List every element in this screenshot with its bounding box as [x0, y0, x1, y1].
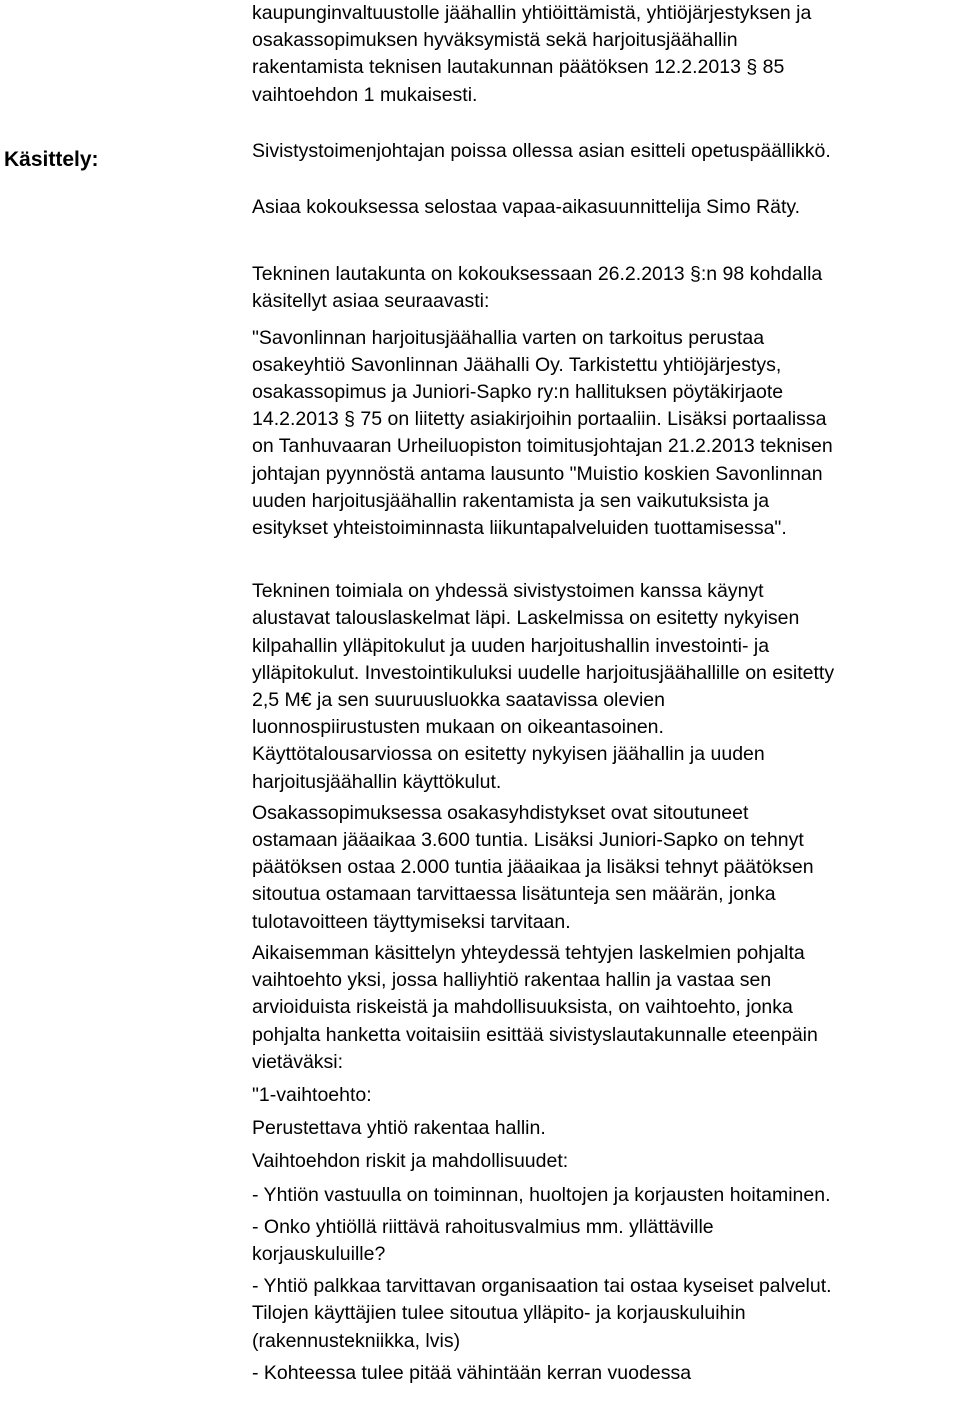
text-line: uuden harjoitusjäähallin rakentamista ja sen vaikutuksista ja	[252, 489, 770, 512]
text-line: 14.2.2013 § 75 on liitetty asiakirjoihin portaaliin. Lisäksi portaalissa	[252, 408, 827, 431]
text-line: pohjalta hanketta voitaisiin esittää sivistyslautakunnalle eteenpäin	[252, 1023, 818, 1046]
text-line: - Yhtiö palkkaa tarvittavan organisaation tai ostaa kyseiset palvelut.	[252, 1275, 832, 1298]
text-line: alustavat talouslaskelmat läpi. Laskelmissa on esitetty nykyisen	[252, 607, 800, 630]
text-line: Aikaisemman käsittelyn yhteydessä tehtyjen laskelmien pohjalta	[252, 941, 805, 964]
text-line: osakassopimuksen hyväksymistä sekä harjoitusjäähallin	[252, 29, 738, 52]
text-line: käsitellyt asiaa seuraavasti:	[252, 290, 490, 313]
text-line: korjauskuluille?	[252, 1242, 386, 1265]
text-line: Tekninen toimiala on yhdessä sivistystoimen kanssa käynyt	[252, 580, 764, 603]
text-line: vietäväksi:	[252, 1050, 344, 1073]
text-line: arvioiduista riskeistä ja mahdollisuuksista, on vaihtoehto, jonka	[252, 996, 793, 1019]
text-line: Tekninen lautakunta on kokouksessaan 26.2.2013 §:n 98 kohdalla	[252, 263, 823, 286]
text-line: - Kohteessa tulee pitää vähintään kerran vuodessa	[252, 1361, 692, 1384]
text-line: Asiaa kokouksessa selostaa vapaa-aikasuunnittelija Simo Räty.	[252, 196, 801, 219]
text-line: sitoutua ostamaan tarvittaessa lisätunteja sen määrän, jonka	[252, 883, 776, 906]
text-line: osakassopimus ja Juniori-Sapko ry:n hallituksen pöytäkirjaote	[252, 381, 784, 404]
text-line: - Onko yhtiöllä riittävä rahoitusvalmius mm. yllättäville	[252, 1215, 714, 1238]
text-line: harjoitusjäähallin käyttökulut.	[252, 770, 502, 793]
text-line: Perustettava yhtiö rakentaa hallin.	[252, 1117, 546, 1140]
document-body	[252, 0, 957, 1387]
text-line: Tilojen käyttäjien tulee sitoutua ylläpito- ja korjauskuluihin	[252, 1302, 746, 1325]
text-line: 2,5 M€ ja sen suuruusluokka saatavissa olevien	[252, 689, 665, 712]
text-line: osakeyhtiö Savonlinnan Jäähalli Oy. Tarkistettu yhtiöjärjestys,	[252, 353, 782, 376]
text-line: ylläpitokulut. Investointikuluksi uudelle harjoitusjäähallille on esitetty	[252, 661, 835, 684]
text-line: johtajan pyynnöstä antama lausunto "Muistio koskien Savonlinnan	[252, 462, 823, 485]
text-line: Osakassopimuksessa osakasyhdistykset ovat sitoutuneet	[252, 801, 749, 824]
text-line: - Yhtiön vastuulla on toiminnan, huoltojen ja korjausten hoitaminen.	[252, 1183, 831, 1206]
text-line: vaihtoehto yksi, jossa halliyhtiö rakentaa hallin ja vastaa sen	[252, 969, 772, 992]
text-line: "1-vaihtoehto:	[252, 1083, 372, 1106]
text-line: kilpahallin ylläpitokulut ja uuden harjoitushallin investointi- ja	[252, 634, 770, 657]
text-line: rakentamista teknisen lautakunnan päätöksen 12.2.2013 § 85	[252, 56, 785, 79]
text-line: kaupunginvaltuustolle jäähallin yhtiöittämistä, yhtiöjärjestyksen ja	[252, 2, 812, 24]
text-line: "Savonlinnan harjoitusjäähallia varten on tarkoitus perustaa	[252, 326, 765, 349]
text-line: tulotavoitteen täyttymiseksi tarvitaan.	[252, 910, 571, 933]
text-line: Sivistystoimenjohtajan poissa ollessa asian esitteli opetuspäällikkö.	[252, 139, 831, 162]
text-line: Vaihtoehdon riskit ja mahdollisuudet:	[252, 1150, 569, 1173]
section-label-kasittely: Käsittely:	[4, 148, 99, 171]
text-line: päätöksen ostaa 2.000 tuntia jääaikaa ja lisäksi tehnyt päätöksen	[252, 856, 814, 879]
text-line: esitykset yhteistoiminnasta liikuntapalveluiden tuottamisessa".	[252, 517, 787, 540]
text-line: luonnospiirustusten mukaan on oikeantasoinen.	[252, 716, 664, 739]
text-line: (rakennustekniikka, lvis)	[252, 1329, 461, 1352]
text-line: on Tanhuvaaran Urheiluopiston toimitusjohtajan 21.2.2013 teknisen	[252, 435, 833, 458]
text-line: vaihtoehdon 1 mukaisesti.	[252, 83, 478, 106]
text-line: ostamaan jääaikaa 3.600 tuntia. Lisäksi Juniori-Sapko on tehnyt	[252, 829, 804, 852]
text-line: Käyttötalousarviossa on esitetty nykyisen jäähallin ja uuden	[252, 743, 765, 766]
